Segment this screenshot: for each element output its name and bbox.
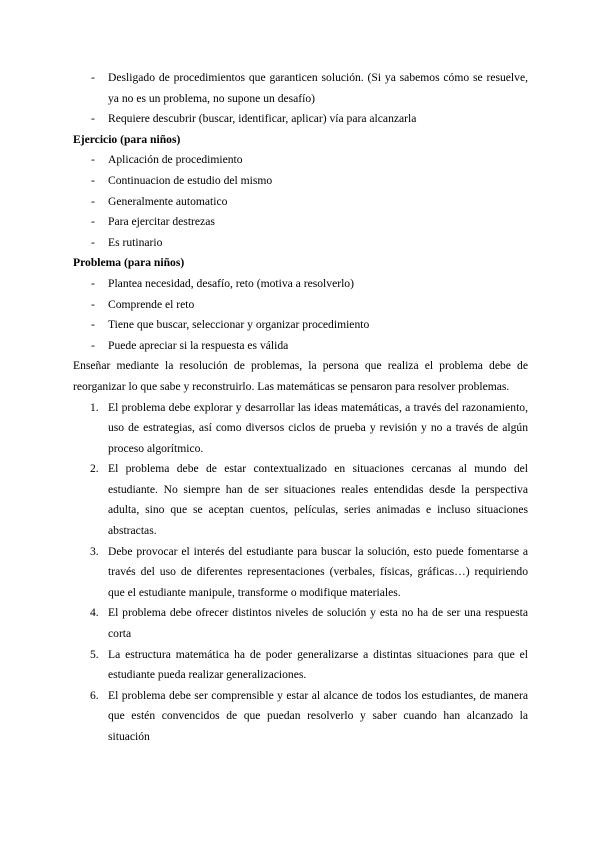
bullet-text: Generalmente automatico <box>108 194 228 208</box>
item-text: El problema debe ser comprensible y estar al alcance de todos los estudiantes, de manera que estén convencidos de que puedan resolverlo y saber cuando han alcanzado la situación <box>108 688 528 743</box>
numbered-item <box>73 603 528 644</box>
bullet-dash: - <box>91 318 95 332</box>
bullet-item <box>73 171 528 192</box>
pre-bullet-list <box>73 68 528 130</box>
bullet-dash: - <box>91 338 95 352</box>
bullet-text: Es rutinario <box>108 235 163 249</box>
bullet-text: Requiere descubrir (buscar, identificar, aplicar) vía para alcanzarla <box>108 112 417 126</box>
bullet-item <box>73 192 528 213</box>
bullet-text: Comprende el reto <box>108 297 195 311</box>
bullet-dash: - <box>91 173 95 187</box>
item-text: El problema debe explorar y desarrollar las ideas matemáticas, a través del razonamiento, uso de estrategias, así como diversos ciclos de prueba y revisión y no a través de algún proceso algorítmico. <box>108 400 528 455</box>
bullet-dash: - <box>91 153 95 167</box>
item-text: El problema debe ofrecer distintos niveles de solución y esta no ha de ser una respuesta corta <box>108 606 528 641</box>
bullet-dash: - <box>91 194 95 208</box>
problema-bullet-list <box>73 274 528 356</box>
numbered-item <box>73 459 528 541</box>
numbered-item <box>73 398 528 460</box>
bullet-dash: - <box>91 71 95 84</box>
item-text: Debe provocar el interés del estudiante para buscar la solución, esto puede fomentarse a través del uso de diferentes representaciones (verbales, físicas, gráficas…) requiriendo que el estudiante manipule, transforme o modifique materiales. <box>108 544 528 599</box>
item-number: 6. <box>90 688 99 702</box>
section-heading: Problema (para niños) <box>73 256 185 270</box>
bullet-item <box>73 150 528 171</box>
bullet-dash: - <box>91 112 95 126</box>
ejercicio-bullet-list <box>73 150 528 253</box>
numbered-list <box>73 398 528 748</box>
bullet-item <box>73 295 528 316</box>
bullet-text: Plantea necesidad, desafío, reto (motiva a resolverlo) <box>108 276 354 290</box>
section-problema <box>73 253 528 356</box>
bullet-item <box>73 315 528 336</box>
item-number: 3. <box>90 544 99 558</box>
numbered-item <box>73 645 528 686</box>
bullet-item <box>73 68 528 109</box>
bullet-text: Aplicación de procedimiento <box>108 153 243 167</box>
item-text: El problema debe de estar contextualizado en situaciones cercanas al mundo del estudiante. No siempre han de ser situaciones reales entendidas desde la perspectiva adulta, sino que se aceptan cuentos, películas, series animadas e incluso situaciones abstractas. <box>108 462 528 538</box>
numbered-item <box>73 686 528 748</box>
body-paragraph: Enseñar mediante la resolución de problemas, la persona que realiza el problema debe de reorganizar lo que sabe y reconstruirlo. Las matemáticas se pensaron para resolver problemas. <box>73 359 528 393</box>
item-number: 2. <box>90 462 99 476</box>
item-number: 4. <box>90 606 99 620</box>
bullet-item <box>73 233 528 254</box>
document-page <box>73 68 528 748</box>
bullet-text: Continuacion de estudio del mismo <box>108 173 273 187</box>
item-text: La estructura matemática ha de poder generalizarse a distintas situaciones para que el estudiante pueda realizar generalizaciones. <box>108 647 528 682</box>
bullet-dash: - <box>91 215 95 229</box>
bullet-item <box>73 212 528 233</box>
numbered-item <box>73 542 528 604</box>
section-heading: Ejercicio (para niños) <box>73 132 181 146</box>
section-ejercicio <box>73 130 528 254</box>
bullet-item <box>73 336 528 357</box>
bullet-dash: - <box>91 276 95 290</box>
bullet-text: Para ejercitar destrezas <box>108 215 215 229</box>
bullet-item <box>73 274 528 295</box>
bullet-dash: - <box>91 297 95 311</box>
bullet-text: Desligado de procedimientos que garanticen solución. (Si ya sabemos cómo se resuelve, ya no es un problema, no supone un desafío) <box>108 71 528 105</box>
bullet-item <box>73 109 528 130</box>
bullet-text: Tiene que buscar, seleccionar y organizar procedimiento <box>108 318 370 332</box>
bullet-dash: - <box>91 235 95 249</box>
item-number: 1. <box>90 400 99 414</box>
bullet-text: Puede apreciar si la respuesta es válida <box>108 338 289 352</box>
item-number: 5. <box>90 647 99 661</box>
